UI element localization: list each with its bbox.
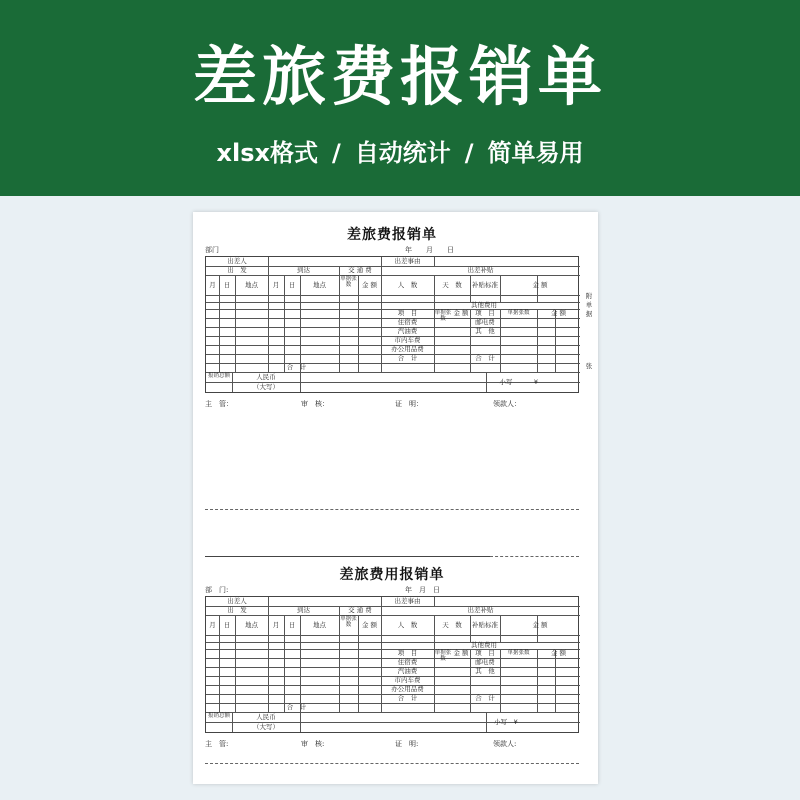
cut-line bbox=[205, 763, 579, 764]
grid-line bbox=[268, 597, 269, 606]
feature-easy: 简单易用 bbox=[487, 139, 584, 167]
allowance-label: 出差补贴 bbox=[467, 606, 494, 614]
subtotal-label: 合 计 bbox=[397, 694, 418, 702]
signature-row bbox=[205, 739, 579, 753]
other-expenses-label: 其他费用 bbox=[471, 301, 497, 309]
subtotal-label: 合 计 bbox=[475, 354, 495, 362]
separator: / bbox=[464, 139, 474, 167]
transport-label: 交 通 费 bbox=[348, 606, 372, 614]
dept-label: 部门 bbox=[205, 246, 219, 254]
signature-label: 审 核: bbox=[301, 740, 325, 748]
grid-line bbox=[268, 615, 269, 712]
transport-label: 交 通 费 bbox=[348, 266, 372, 274]
grid-line bbox=[284, 615, 285, 712]
grid-line bbox=[339, 275, 340, 372]
traveler-label: 出差人 bbox=[227, 257, 247, 265]
grid-line bbox=[434, 597, 435, 606]
header-banner bbox=[0, 0, 800, 196]
postage-label: 邮电费 bbox=[475, 658, 495, 666]
grid-line bbox=[300, 615, 301, 712]
feature-auto-stats: 自动统计 bbox=[354, 139, 451, 167]
grid-line bbox=[206, 309, 388, 310]
subtotal-label: 合 计 bbox=[286, 363, 307, 371]
divider-line bbox=[205, 556, 490, 557]
subtotal-label: 合 计 bbox=[475, 694, 495, 702]
taxi-label: 市内车费 bbox=[394, 676, 421, 684]
allowance-label: 出差补贴 bbox=[467, 266, 494, 274]
signature-label: 领款人： bbox=[493, 400, 521, 408]
form-meta bbox=[205, 244, 579, 256]
expense-table bbox=[205, 596, 579, 733]
yen-symbol: ¥ bbox=[533, 377, 539, 386]
feature-format: xlsx格式 bbox=[216, 139, 318, 167]
persons-label: 人 数 bbox=[397, 280, 418, 289]
grid-line bbox=[555, 309, 556, 372]
amount-label: 金 额 bbox=[532, 620, 548, 629]
grid-line bbox=[300, 372, 301, 392]
signature-label: 证 明： bbox=[395, 400, 423, 408]
month-label: 月 bbox=[209, 620, 216, 629]
separator: / bbox=[331, 139, 341, 167]
signature-row bbox=[205, 399, 579, 413]
grid-line bbox=[206, 615, 580, 616]
receipt-count-label: 单据张数 bbox=[507, 650, 530, 656]
grid-line bbox=[235, 275, 236, 372]
item-label: 项 目 bbox=[475, 309, 495, 317]
form-title: 差旅费报销单 bbox=[347, 227, 437, 243]
banner-title: 差旅费报销单 bbox=[193, 41, 607, 115]
side-note-attach bbox=[585, 292, 593, 319]
reason-label: 出差事由 bbox=[394, 597, 421, 605]
amount-label: 金 额 bbox=[550, 309, 567, 317]
month-label: 月 bbox=[272, 620, 280, 629]
small-amount-label: 小写 ¥ bbox=[494, 717, 518, 726]
days-label: 天 数 bbox=[442, 280, 462, 289]
office-supplies-label: 办公用品费 bbox=[391, 685, 424, 693]
month-label: 月 bbox=[209, 280, 216, 289]
misc-label: 其 他 bbox=[475, 327, 495, 335]
misc-label: 其 他 bbox=[475, 667, 495, 675]
other-expenses-label: 其他费用 bbox=[471, 641, 497, 649]
amount-label: 金 额 bbox=[361, 280, 378, 289]
capital-label: （大写） bbox=[253, 382, 279, 391]
reimbursement-form-1 bbox=[205, 226, 579, 413]
signature-label: 领款人: bbox=[493, 740, 517, 748]
receipt-count-label: 单据张数 bbox=[340, 616, 357, 628]
postage-label: 邮电费 bbox=[475, 318, 495, 326]
place-label: 地点 bbox=[313, 280, 326, 289]
item-label: 项 目 bbox=[475, 649, 495, 657]
receipt-count-label: 单据张数 bbox=[340, 276, 357, 288]
amount-label: 金 额 bbox=[532, 280, 548, 289]
cut-line bbox=[205, 509, 579, 510]
grid-line bbox=[206, 642, 388, 643]
place-label: 地点 bbox=[313, 620, 326, 629]
grid-line bbox=[537, 309, 538, 372]
date-label: 年 月 日 bbox=[405, 586, 440, 594]
side-note-char: 据 bbox=[585, 310, 593, 318]
day-label: 日 bbox=[288, 280, 296, 289]
grid-line bbox=[500, 649, 501, 712]
signature-label: 审 核： bbox=[301, 400, 329, 408]
item-label: 项 目 bbox=[397, 309, 418, 317]
capital-label: （大写） bbox=[253, 722, 279, 731]
grid-line bbox=[284, 275, 285, 372]
fuel-label: 汽油费 bbox=[397, 327, 418, 335]
day-label: 日 bbox=[288, 620, 296, 629]
grid-line bbox=[300, 712, 301, 732]
grid-line bbox=[206, 295, 580, 296]
grid-line bbox=[206, 302, 388, 303]
grid-line bbox=[268, 275, 269, 372]
total-label: 报销总额 bbox=[207, 713, 230, 719]
place-label: 地点 bbox=[245, 280, 258, 289]
reason-label: 出差事由 bbox=[394, 257, 421, 265]
grid-line bbox=[268, 257, 269, 266]
dept-label: 部 门: bbox=[205, 586, 229, 594]
feature-tagline bbox=[0, 138, 800, 168]
grid-line bbox=[235, 615, 236, 712]
month-label: 月 bbox=[272, 280, 280, 289]
grid-line bbox=[300, 275, 301, 372]
amount-label: 金 额 bbox=[550, 649, 567, 657]
traveler-label: 出差人 bbox=[227, 597, 247, 605]
arrive-label: 到达 bbox=[297, 266, 310, 274]
grid-line bbox=[434, 275, 435, 372]
grid-line bbox=[537, 649, 538, 712]
signature-label: 证 明: bbox=[395, 740, 419, 748]
side-note-sheets: 张 bbox=[585, 362, 593, 370]
side-note-char: 单 bbox=[585, 301, 593, 309]
day-label: 日 bbox=[223, 280, 231, 289]
office-supplies-label: 办公用品费 bbox=[391, 345, 424, 353]
days-label: 天 数 bbox=[442, 620, 462, 629]
reimbursement-form-2 bbox=[205, 566, 579, 753]
grid-line bbox=[219, 275, 220, 372]
side-note-char: 附 bbox=[585, 292, 593, 300]
grid-line bbox=[206, 635, 580, 636]
grid-line bbox=[206, 275, 580, 276]
receipt-count-label: 单据张数 bbox=[507, 310, 530, 316]
form-meta bbox=[205, 584, 579, 596]
fuel-label: 汽油费 bbox=[397, 667, 418, 675]
subtotal-label: 合 计 bbox=[286, 703, 307, 711]
form-title: 差旅费用报销单 bbox=[339, 567, 445, 583]
persons-label: 人 数 bbox=[397, 620, 418, 629]
std-label: 补贴标准 bbox=[472, 620, 498, 629]
receipt-count-label: 单据张数 bbox=[434, 650, 452, 662]
small-amount-label: 小写 bbox=[499, 377, 513, 386]
depart-label: 出 发 bbox=[227, 266, 247, 274]
grid-line bbox=[500, 309, 501, 372]
std-label: 补贴标准 bbox=[472, 280, 498, 289]
subtotal-label: 合 计 bbox=[397, 354, 418, 362]
lodging-label: 住宿费 bbox=[397, 318, 418, 326]
form-sheet bbox=[193, 212, 598, 784]
receipt-count-label: 单据张数 bbox=[434, 310, 452, 322]
grid-line bbox=[219, 615, 220, 712]
amount-label: 金 额 bbox=[361, 620, 378, 629]
grid-line bbox=[358, 615, 359, 712]
grid-line bbox=[434, 257, 435, 266]
signature-label: 主 管： bbox=[205, 400, 233, 408]
grid-line bbox=[358, 275, 359, 372]
taxi-label: 市内车费 bbox=[394, 336, 421, 344]
grid-line bbox=[434, 615, 435, 712]
date-label: 年 月 日 bbox=[405, 246, 454, 254]
place-label: 地点 bbox=[245, 620, 258, 629]
grid-line bbox=[206, 649, 388, 650]
rmb-label: 人民币 bbox=[256, 712, 276, 721]
expense-table bbox=[205, 256, 579, 393]
item-label: 项 目 bbox=[397, 649, 418, 657]
arrive-label: 到达 bbox=[297, 606, 310, 614]
day-label: 日 bbox=[223, 620, 231, 629]
amount-label: 金 额 bbox=[453, 649, 469, 657]
rmb-label: 人民币 bbox=[256, 372, 276, 381]
amount-label: 金 额 bbox=[453, 309, 469, 317]
total-label: 报销总额 bbox=[207, 373, 230, 379]
lodging-label: 住宿费 bbox=[397, 658, 418, 666]
cut-line bbox=[490, 556, 579, 557]
depart-label: 出 发 bbox=[227, 606, 247, 614]
grid-line bbox=[555, 649, 556, 712]
grid-line bbox=[339, 615, 340, 712]
signature-label: 主 管: bbox=[205, 740, 229, 748]
